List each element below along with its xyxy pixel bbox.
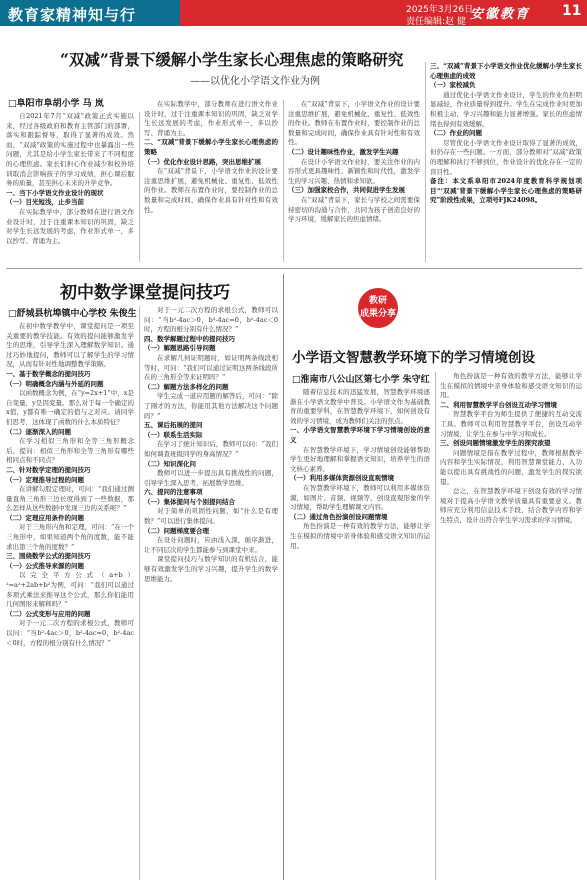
paragraph: 教师可以进一步提出具有挑战性的问题，引导学生深入思考，拓展数学思维。 [144, 469, 278, 487]
section-heading: 六、提问的注意事项 [144, 488, 203, 497]
issue-date: 2025年3月26日 [406, 5, 474, 15]
article1-column-2 [144, 100, 278, 262]
section-heading: 一、当下小学语文作业设计的现状 [6, 188, 104, 197]
paragraph: 自2021年7月“双减”政策正式实施以来，经过各级政府和教育主管部门的部署，落实和跟踪督导，取得了显著的成效。然而，“双减”政策的实施过程中也暴露出一些问题，尤其是给小学生家长带来了不同程度的心理焦虑。家长们担心作业减少和校外培训取消会影响孩子的学习成绩，担心课后服务的质量，甚至担心未来的升学竞争。 [6, 112, 134, 188]
subsection-heading: （一）解题思路引导问题 [144, 344, 216, 353]
article2-column-1 [6, 322, 134, 880]
section-heading: 三、围绕数学公式的提问技巧 [6, 552, 91, 561]
paragraph: 通过优化小学语文作业设计，学生的作业负担明显减轻，作业质量得到提升。学生在完成作业时更加积极主动，学习兴趣和能力显著增强。家长的焦虑情绪也得到有效缓解。 [430, 90, 582, 128]
masthead-logo: 安徽教育 [470, 7, 531, 22]
paragraph: 随着信息技术的迅猛发展，智慧教学环境逐渐在小学语文教学中普及。小学语文作为基础教育的重要学科，在智慧教学环境下，如何创设有效的学习情境，成为教师们关注的焦点。 [290, 388, 430, 425]
section-heading: 二、利用智慧教学平台创设互动学习情境 [440, 400, 557, 409]
subsection-heading: （一）利用多媒体资源创设直观情境 [290, 474, 394, 483]
paragraph: 智慧教学平台为师生提供了便捷的互动交流工具。教师可以利用智慧教学平台，创设互动学习情境，让学生在参与中学习和成长。 [440, 410, 582, 438]
paragraph: 以完全平方公式（a+b）²=a²+2ab+b²为例，可问：“我们可以通过多项式乘法来推导这个公式，那么你们能用几何图形来解释吗？” [6, 571, 134, 609]
article-divider-vertical [283, 274, 284, 880]
paragraph: 在智慧教学环境下，教师可以利用多媒体资源，如图片、音频、视频等，创设直观形象的学习情境，帮助学生理解课文内容。 [290, 483, 430, 512]
subsection-heading: （二）作业的问题 [430, 129, 482, 138]
article1-subtitle: ——以优化小学语文作业为例 [190, 76, 320, 87]
column-divider [283, 100, 284, 262]
paragraph: 对于一元二次方程的求根公式，教师可以问：“当b²-4ac＞0，b²-4ac=0，b²-4ac＜0时，方程的根分别有什么情况？” [144, 306, 278, 334]
paragraph: 在设计小学语文作业时，要关注作业的内容形式更具趣味性、新颖性和时代性，激发学生的学习兴趣、热情和求知欲。 [288, 157, 420, 185]
page-number: 11 [562, 3, 582, 19]
column-divider [139, 112, 140, 262]
subsection-heading: （一）集体提问与个别提问结合 [144, 497, 235, 506]
section-heading: 三、创设问题情境激发学生的探究欲望 [440, 439, 551, 448]
funding-note: 备注：本文系阜阳市2024年度教育科学规划项目“‘双减’背景下缓解小学生家长心理焦虑的策略研究”阶段性成果，立项号FJK24098。 [430, 177, 582, 205]
subsection-heading: （一）家校减负 [430, 81, 476, 90]
subsection-heading: （二）公式变形与应用的问题 [6, 609, 91, 618]
subsection-heading: （一）定理推导过程的问题 [6, 475, 84, 484]
subsection-heading: （一）目光短浅，止步当前 [6, 198, 84, 207]
article3-column-2 [440, 372, 582, 880]
section-heading: 三、“双减”背景下小学语文作业优化缓解小学生家长心理焦虑的成效 [430, 62, 582, 80]
subsection-heading: （二）知识深化问 [144, 459, 196, 468]
section-title: 教育家精神知与行 [8, 6, 137, 24]
subsection-heading: （二）定理应用条件的问题 [6, 513, 84, 522]
paragraph: 角色扮演是一种有效的教学方法，能够让学生在模拟的情境中亲身体验和感受语文知识的运用。 [440, 372, 582, 400]
paragraph: 学生完成一道应用题的解答后，可问：“除了刚才的方法，你能用其他方法解决这个问题吗？” [144, 392, 278, 420]
paragraph: 问题情境是指在教学过程中，教师根据教学内容和学生实际情况，利用智慧课堂能力、入功能以提出具有挑战性的问题，激发学生的探究欲望。 [440, 448, 582, 486]
subsection-heading: （二）解题方法多样化的问题 [144, 382, 229, 391]
article2-title: 初中数学课堂提问技巧 [60, 283, 230, 303]
article-divider [6, 268, 582, 269]
paragraph: 对于一元二次方程的求根公式，教师可以问：“当b²-4ac＞0，b²-4ac=0，b²-4ac＜0时，方程的根分别有什么情况？” [6, 619, 134, 647]
editor-credit: 责任编辑:赵 健 [406, 17, 466, 27]
subsection-heading: （一）优化作业设计思路，突出思维扩展 [144, 157, 261, 166]
article2-byline: □舒城县杭埠镇中心学校 朱俊生 [8, 309, 137, 319]
paragraph: 在实际教学中，部分教师在进行语文作业设计时，过于注重课本知识的巩固，缺乏对学生长远发展的考虑，作业形式单一，多以抄写、背诵为主。 [6, 207, 134, 245]
article2-column-2 [144, 306, 278, 880]
article1-column-4 [430, 62, 582, 262]
subsection-heading: （一）公式推导来源的问题 [6, 561, 84, 570]
section-heading: 五、课后拓展的提问 [144, 421, 203, 430]
article1-column-3 [288, 100, 420, 262]
section-heading: 一、小学语文智慧教学环境下学习情境创设的意义 [290, 426, 430, 444]
paragraph: 在“双减”背景下，小学语文作业的设计要注重思维扩展，避免机械化、重复性、低效性的作业。教师在布置作业时，要控制作业的总数量和完成时间，确保作业具有针对性和有效性。 [144, 167, 278, 214]
paragraph: 以函数概念为例，在“y=2x+1”中，x是自变量，y是因变量。那么对于每一个确定的x值，y都有唯一确定的值与之对应。请同学们思考，这体现了函数的什么本质特征？ [6, 389, 134, 426]
section-heading: 二、针对数学定理的提问技巧 [6, 465, 91, 474]
paragraph: 在学习了统计知识后，教师可以问：“我们如何调查班级同学的身高情况？” [144, 440, 278, 458]
paragraph: 课堂提问技巧与数学知识的有机结合，能够有效激发学生的学习兴趣，提升学生的数学思维能力。 [144, 555, 278, 583]
paragraph: 在讲解勾股定理时，可问：“我们通过测量直角三角形三边长度得到了一些数据，那么怎样从这些数据中发现三边的关系呢？” [6, 485, 134, 513]
column-divider [139, 306, 140, 880]
article3-byline: □淮南市八公山区第七小学 朱守红 [292, 375, 430, 385]
column-divider [425, 62, 426, 262]
section-heading: 一、基于数学概念的提问技巧 [6, 369, 91, 378]
article1-column-1 [6, 112, 134, 262]
paragraph: 在智慧教学环境下，学习情境创设能够帮助学生更好地理解和掌握语文知识，培养学生的语文核心素养。 [290, 445, 430, 473]
paragraph: 尽管优化小学语文作业设计取得了显著的成效，但仍存在一些问题。一方面，部分教师对“双减”政策的理解和执行不够到位，作业设计的优化存在一定的盲目性。 [430, 138, 582, 176]
subsection-heading: （二）问题梯度要合理 [144, 526, 209, 535]
subsection-heading: （二）通过角色扮演创设问题情境 [290, 512, 388, 521]
subsection-heading: （一）明确概念内涵与外延的问题 [6, 379, 104, 388]
paragraph: 总之，在智慧教学环境下创设有效的学习情境对于提高小学语文教学质量具有重要意义。教师应充分利用信息技术手段，结合教学内容和学生特点，设计出符合学生学习需求的学习情境。 [440, 487, 582, 524]
section-heading: 四、数学解题过程中的提问技巧 [144, 334, 235, 343]
paragraph: 对于简单的巩固性问题，如“什么是有理数？”可以进行集体提问。 [144, 507, 278, 526]
subsection-heading: （三）加强家校合作，共同促进学生发展 [288, 186, 405, 195]
paragraph: 在“双减”背景下，小学语文作业的设计要注重思维扩展，避免机械化、重复性、低效性的作业。教师在布置作业时，要控制作业的总数量和完成时间，确保作业具有针对性和有效性。 [288, 100, 420, 147]
article3-title: 小学语文智慧教学环境下的学习情境创设 [292, 350, 535, 366]
subsection-heading: （二）设计趣味性作业，激发学生兴趣 [288, 147, 399, 156]
paragraph: 在初中数学教学中，课堂提问是一项至关重要的教学技能。有效的提问能够激发学生的思维，引导学生深入理解数学知识。通过巧妙地提问，教师可以了解学生的学习情况，从而有针对性地调整教学策略。 [6, 322, 134, 369]
paragraph: 在“双减”背景下，家长与学校之间需要保持密切的沟通与合作，共同为孩子创造良好的学习环境，缓解家长的焦虑情绪。 [288, 195, 420, 224]
paragraph: 在求解几何证明题时，如证明两条线段相等时，可问：“我们可以通过证明这两条线段所在的三角形全等来证明吗？” [144, 353, 278, 382]
section-heading: 二、“双减”背景下缓解小学生家长心理焦虑的策略 [144, 138, 278, 156]
subsection-heading: （二）逐渐深入的问题 [6, 427, 71, 436]
column-divider [435, 372, 436, 880]
paragraph: 在学习相似三角形和全等三角形概念后，提问：相似三角形和全等三角形有哪些相同点和不同点？ [6, 437, 134, 465]
research-badge: 教研 成果分享 [358, 288, 398, 328]
paragraph: 在设计问题时，应由浅入深，循序渐进，让不同层次的学生都能参与到课堂中来。 [144, 536, 278, 554]
article3-column-1 [290, 388, 430, 880]
paragraph: 在实际教学中，部分教师在进行语文作业设计时，过于注重课本知识的巩固，缺乏对学生长远发展的考虑，作业形式单一，多以抄写、背诵为主。 [144, 100, 278, 137]
paragraph: 对于三角形内角和定理，可问：“在一个三角形中，如果知道两个角的度数，能不能求出第三个角的度数？” [6, 523, 134, 551]
article1-title: “双减”背景下缓解小学生家长心理焦虑的策略研究 [60, 50, 404, 69]
article1-byline: □阜阳市阜胡小学 马 岚 [8, 99, 104, 109]
paragraph: 角色扮演是一种有效的教学方法，能够让学生在模拟的情境中亲身体验和感受语文知识的运用。 [290, 522, 430, 550]
subsection-heading: （一）联系生活实际 [144, 430, 203, 439]
